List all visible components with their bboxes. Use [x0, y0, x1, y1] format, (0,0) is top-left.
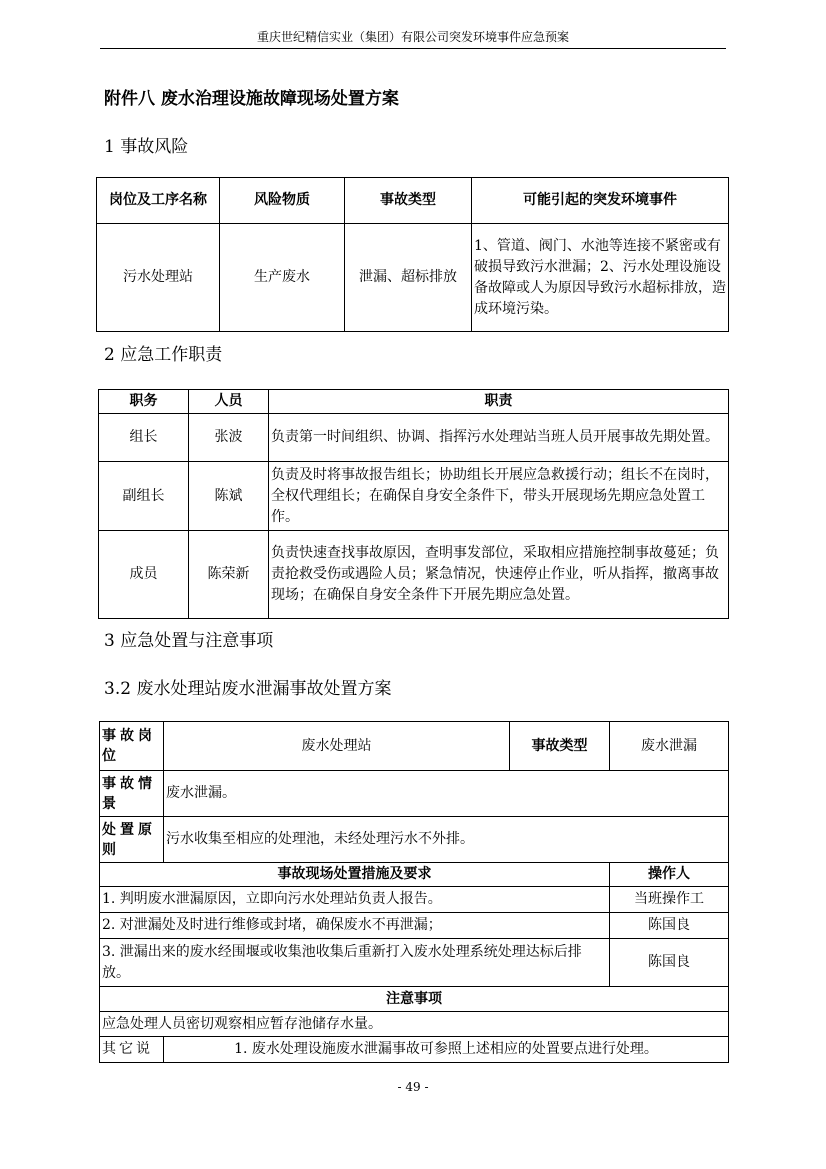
- duty-person: 陈斌: [189, 462, 269, 531]
- risk-type: 泄漏、超标排放: [345, 224, 472, 332]
- scene-label: 事故情景: [100, 771, 164, 817]
- duty-header-person: 人员: [189, 390, 269, 414]
- duty-description: 负责第一时间组织、协调、指挥污水处理站当班人员开展事故先期处置。: [269, 414, 729, 462]
- scene-value: 废水泄漏。: [164, 771, 729, 817]
- other-label: 其它说: [100, 1037, 164, 1063]
- measure-item: 1. 判明废水泄漏原因，立即向污水处理站负责人报告。: [100, 887, 610, 913]
- page-number: - 49 -: [397, 1080, 429, 1094]
- risk-events: 1、管道、阀门、水池等连接不紧密或有破损导致污水泄漏；2、污水处理设施设备故障或人为原因导致污水超标排放，造成环境污染。: [472, 224, 729, 332]
- type-label: 事故类型: [510, 722, 610, 771]
- section-response-notes: 3 应急处置与注意事项: [104, 631, 274, 651]
- post-label: 事故岗位: [100, 722, 164, 771]
- risk-header-post: 岗位及工序名称: [97, 178, 220, 224]
- risk-post: 污水处理站: [97, 224, 220, 332]
- page-title: 附件八 废水治理设施故障现场处置方案: [104, 89, 399, 109]
- duty-description: 负责快速查找事故原因，查明事发部位，采取相应措施控制事故蔓延；负责抢救受伤或遇险人员；紧急情况，快速停止作业，听从指挥，撤离事故现场；在确保自身安全条件下开展先期应急处置。: [269, 531, 729, 619]
- measure-item: 2. 对泄漏处及时进行维修或封堵，确保废水不再泄漏；: [100, 913, 610, 939]
- section-leak-plan: 3.2 废水处理站废水泄漏事故处置方案: [104, 679, 392, 699]
- notes-header: 注意事项: [100, 987, 729, 1012]
- measures-header: 事故现场处置措施及要求: [100, 863, 610, 887]
- type-value: 废水泄漏: [610, 722, 729, 771]
- duty-description: 负责及时将事故报告组长；协助组长开展应急救援行动；组长不在岗时，全权代理组长；在确保自身安全条件下，带头开展现场先期应急处置工作。: [269, 462, 729, 531]
- leak-plan-table: [99, 721, 729, 1063]
- duty-person: 张波: [189, 414, 269, 462]
- risk-header-events: 可能引起的突发环境事件: [472, 178, 729, 224]
- risk-substance: 生产废水: [220, 224, 345, 332]
- section-accident-risk: 1 事故风险: [104, 137, 189, 157]
- risk-table: [96, 177, 729, 332]
- post-value: 废水处理站: [164, 722, 510, 771]
- notes-text: 应急处理人员密切观察相应暂存池储存水量。: [100, 1012, 729, 1037]
- page-header: 重庆世纪精信实业（集团）有限公司突发环境事件应急预案: [256, 30, 569, 44]
- duty-role: 组长: [99, 414, 189, 462]
- duty-header-duty: 职责: [269, 390, 729, 414]
- risk-header-substance: 风险物质: [220, 178, 345, 224]
- duty-role: 成员: [99, 531, 189, 619]
- duty-role: 副组长: [99, 462, 189, 531]
- other-text: 1. 废水处理设施废水泄漏事故可参照上述相应的处置要点进行处理。: [164, 1037, 729, 1063]
- measure-item: 3. 泄漏出来的废水经围堰或收集池收集后重新打入废水处理系统处理达标后排放。: [100, 939, 610, 987]
- principle-label: 处置原则: [100, 817, 164, 863]
- risk-header-type: 事故类型: [345, 178, 472, 224]
- duty-person: 陈荣新: [189, 531, 269, 619]
- measure-operator: 陈国良: [610, 939, 729, 987]
- duty-table: [98, 389, 729, 619]
- principle-value: 污水收集至相应的处理池，未经处理污水不外排。: [164, 817, 729, 863]
- section-emergency-duties: 2 应急工作职责: [104, 345, 223, 365]
- header-divider: [100, 48, 726, 49]
- operator-header: 操作人: [610, 863, 729, 887]
- measure-operator: 当班操作工: [610, 887, 729, 913]
- measure-operator: 陈国良: [610, 913, 729, 939]
- duty-header-role: 职务: [99, 390, 189, 414]
